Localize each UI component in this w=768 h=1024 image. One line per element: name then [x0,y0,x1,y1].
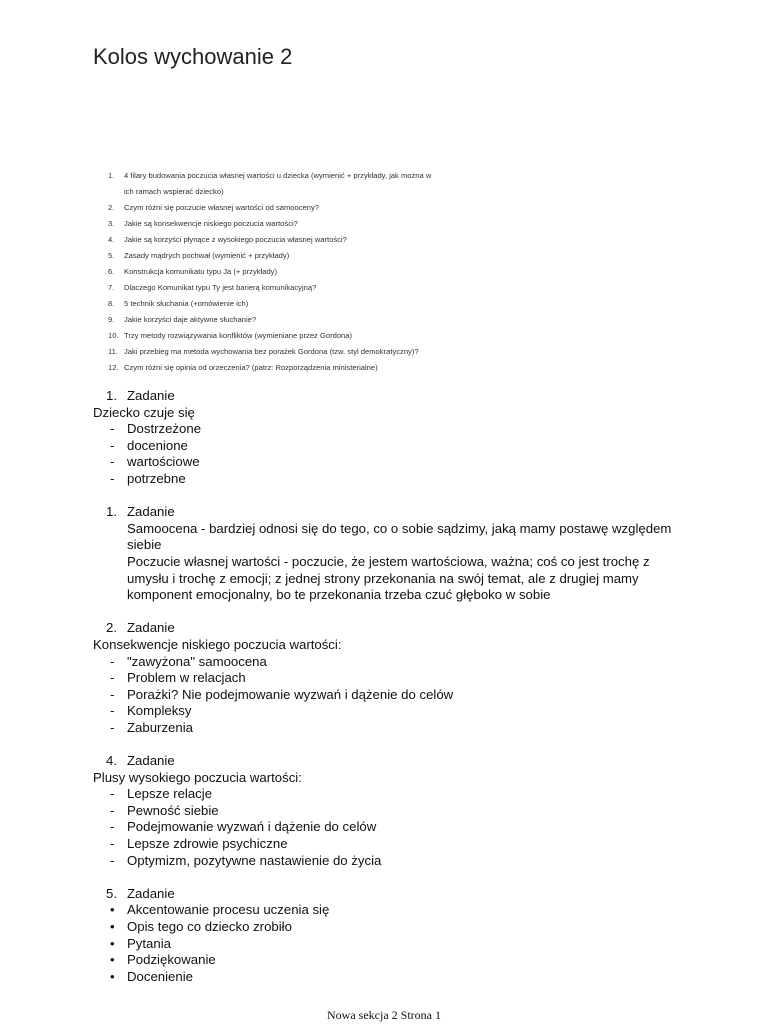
bullet-icon: • [110,935,115,951]
list-item: - Zaburzenia [110,719,193,735]
paragraph-line: Poczucie własnej wartości - poczucie, że jestem wartościowa, ważna; coś co jest trochę z [127,553,650,569]
question-item-continuation: ich ramach wspierać dziecko) [124,187,224,196]
list-item: - "zawyżona" samoocena [110,653,267,669]
question-item: 5. Zasady mądrych pochwał (wymienić + przykłady) [108,251,290,260]
list-item: - Problem w relacjach [110,670,246,686]
section-task-3 [93,620,693,736]
bullet-icon: • [110,952,115,968]
list-item: • Akcentowanie procesu uczenia się [110,902,330,918]
question-item: 7. Dlaczego Komunikat typu Ty jest barierą komunikacyjną? [108,283,317,292]
paragraph-line: umysłu i trochę z emocji; z jednej strony przekonania na swój temat, ale z drugiej mamy [127,570,639,586]
section-lead: Dziecko czuje się [93,404,195,420]
question-item: 6. Konstrukcja komunikatu typu Ja (+ przykłady) [108,267,277,276]
list-item: • Podziękowanie [110,952,216,968]
section-lead: Plusy wysokiego poczucia wartości: [93,769,302,785]
list-item: - Pewność siebie [110,802,219,818]
notes-body [93,388,693,1002]
section-heading: 2. Zadanie [106,620,175,636]
question-item: 8. 5 technik słuchania (+omówienie ich) [108,299,249,308]
section-lead: Konsekwencje niskiego poczucia wartości: [93,636,342,652]
bullet-icon: • [110,902,115,918]
bullet-icon: • [110,968,115,984]
question-item: 1. 4 filary budowania poczucia własnej wartości u dziecka (wymienić + przykłady, jak można w [108,171,432,180]
question-item: 10. Trzy metody rozwiązywania konfliktów (wymieniane przez Gordona) [108,331,353,340]
section-task-4 [93,753,693,869]
list-item: - wartościowe [110,454,200,470]
question-item: 3. Jakie są konsekwencje niskiego poczucia wartości? [108,219,298,228]
paragraph-line: siebie [127,537,162,553]
list-item: - potrzebne [110,470,186,486]
list-item: • Opis tego co dziecko zrobiło [110,919,292,934]
question-item: 2. Czym różni się poczucie własnej wartości od samooceny? [108,203,319,212]
page-title: Kolos wychowanie 2 [93,44,293,69]
question-item: 11. Jaki przebieg ma metoda wychowania bez porażek Gordona (tzw. styl demokratyczny)? [108,347,419,356]
section-heading: 4. Zadanie [106,753,175,769]
list-item: - Lepsze relacje [110,786,213,802]
page-footer: Nowa sekcja 2 Strona 1 [327,1008,441,1022]
question-item: 4. Jakie są korzyści płynące z wysokiego poczucia własnej wartości? [108,235,347,244]
list-item: - Porażki? Nie podejmowanie wyzwań i dążenie do celów [110,686,454,702]
bullet-icon: • [110,919,115,934]
list-item: - Kompleksy [110,703,192,719]
paragraph-line: komponent emocjonalny, bo te przekonania trzeba czuć głęboko w sobie [127,587,551,603]
section-task-1 [93,388,693,488]
list-item: • Docenienie [110,968,193,984]
question-item: 12. Czym różni się opinia od orzeczenia? (patrz: Rozporządzenia ministerialne) [108,363,378,372]
question-list [108,168,488,376]
list-item: - Lepsze zdrowie psychiczne [110,836,288,852]
section-task-5 [93,886,693,986]
list-item: - Dostrzeżone [110,421,202,437]
list-item: - Podejmowanie wyzwań i dążenie do celów [110,819,377,835]
list-item: - docenione [110,437,188,453]
section-heading: 1. Zadanie [106,504,175,520]
section-heading: 1. Zadanie [106,388,175,403]
paragraph-line: Samoocena - bardziej odnosi się do tego, co o sobie sądzimy, jaką mamy postawę względem [127,520,672,536]
list-item: - Optymizm, pozytywne nastawienie do życia [110,852,382,868]
section-task-2 [93,504,693,604]
list-item: • Pytania [110,935,171,951]
section-heading: 5. Zadanie [106,885,175,901]
question-item: 9. Jakie korzyści daje aktywne słuchanie? [108,315,257,324]
